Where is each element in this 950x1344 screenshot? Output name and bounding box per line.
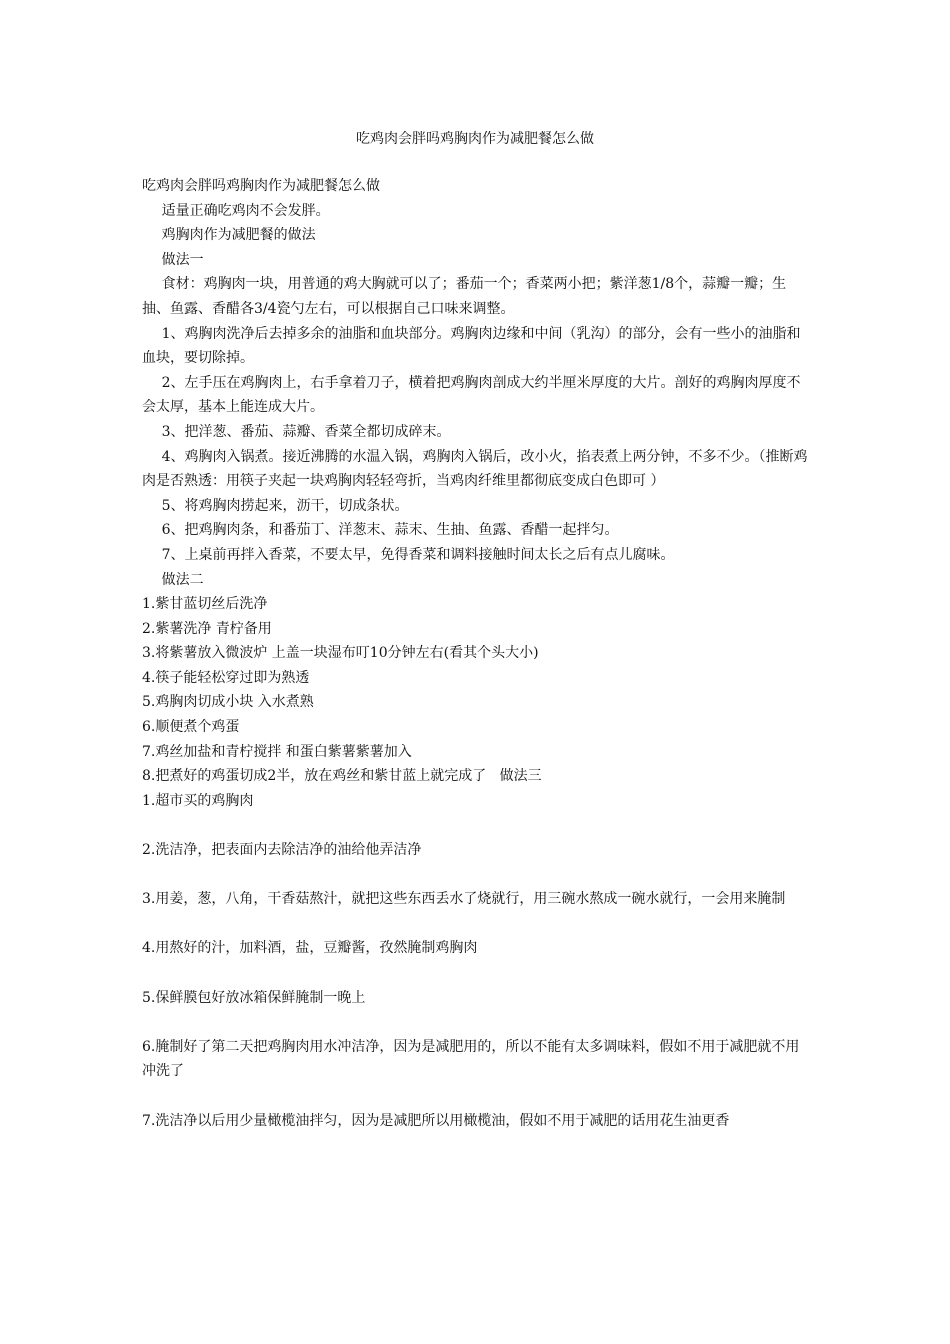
document-body (142, 174, 810, 1133)
method-two-step-3: 3.将紫薯放入微波炉 上盖一块湿布叮10分钟左右(看其个头大小) (142, 645, 539, 662)
method-three-step-6: 6.腌制好了第二天把鸡胸肉用水冲洁净，因为是减肥用的，所以不能有太多调味料，假如不用于减肥就不用冲洗了 (142, 1038, 800, 1080)
method-one-step-3: 3、把洋葱、番茄、蒜瓣、香菜全都切成碎末。 (161, 423, 451, 440)
method-three-step-1: 1.超市买的鸡胸肉 (142, 792, 254, 809)
method-three-step-3: 3.用姜，葱，八角，干香菇熬汁，就把这些东西丢水了烧就行，用三碗水熬成一碗水就行，一会用来腌制 (142, 891, 786, 908)
method-one-step-6: 6、把鸡胸肉条，和番茄丁、洋葱末、蒜末、生抽、鱼露、香醋一起拌匀。 (161, 522, 619, 539)
paragraph-heading: 吃鸡肉会胖吗鸡胸肉作为减肥餐怎么做 (142, 178, 380, 194)
method-two-heading: 做法二 (161, 571, 204, 588)
method-two-step-1: 1.紫甘蓝切丝后洗净 (142, 596, 268, 613)
method-one-step-1: 1、鸡胸肉洗净后去掉多余的油脂和血块部分。鸡胸肉边缘和中间（乳沟）的部分，会有一些小的油脂和血块，要切除掉。 (142, 325, 801, 367)
paragraph-answer: 适量正确吃鸡肉不会发胖。 (161, 202, 330, 219)
method-one-step-2: 2、左手压在鸡胸肉上，右手拿着刀子，横着把鸡胸肉剖成大约半厘米厚度的大片。剖好的鸡胸肉厚度不会太厚，基本上能连成大片。 (142, 374, 801, 416)
document-title: 吃鸡肉会胖吗鸡胸肉作为减肥餐怎么做 (356, 131, 594, 147)
method-two-step-4: 4.筷子能轻松穿过即为熟透 (142, 669, 310, 686)
method-two-step-8: 8.把煮好的鸡蛋切成2半，放在鸡丝和紫甘蓝上就完成了 做法三 (142, 768, 542, 785)
method-three-step-2: 2.洗洁净，把表面内去除洁净的油给他弄洁净 (142, 842, 422, 859)
method-three-step-4: 4.用熬好的汁，加料酒，盐，豆瓣酱，孜然腌制鸡胸肉 (142, 940, 478, 957)
method-two-step-2: 2.紫薯洗净 青柠备用 (142, 620, 272, 637)
method-one-step-4: 4、鸡胸肉入锅煮。接近沸腾的水温入锅，鸡胸肉入锅后，改小火，掐表煮上两分钟，不多不少。（推断鸡肉是否熟透：用筷子夹起一块鸡胸肉轻轻弯折，当鸡肉纤维里都彻底变成白色即可 ） (142, 448, 808, 490)
method-two-step-7: 7.鸡丝加盐和青柠搅拌 和蛋白紫薯紫薯加入 (142, 743, 412, 760)
method-three-step-7: 7.洗洁净以后用少量橄榄油拌匀，因为是减肥所以用橄榄油，假如不用于减肥的话用花生油更香 (142, 1112, 730, 1129)
method-three-step-5: 5.保鲜膜包好放冰箱保鲜腌制一晚上 (142, 989, 366, 1006)
method-two-step-5: 5.鸡胸肉切成小块 入水煮熟 (142, 694, 314, 711)
method-one-heading: 做法一 (161, 251, 204, 268)
method-one-ingredients: 食材：鸡胸肉一块，用普通的鸡大胸就可以了；番茄一个；香菜两小把；紫洋葱1/8个，蒜瓣一瓣；生抽、鱼露、香醋各3/4瓷勺左右，可以根据自己口味来调整。 (142, 276, 787, 317)
method-one-step-7: 7、上桌前再拌入香菜，不要太早，免得香菜和调料接触时间太长之后有点儿腐味。 (161, 546, 675, 563)
method-one-step-5: 5、将鸡胸肉捞起来，沥干，切成条状。 (161, 497, 409, 514)
method-two-step-6: 6.顺便煮个鸡蛋 (142, 719, 240, 736)
paragraph-section-title: 鸡胸肉作为减肥餐的做法 (161, 227, 316, 244)
